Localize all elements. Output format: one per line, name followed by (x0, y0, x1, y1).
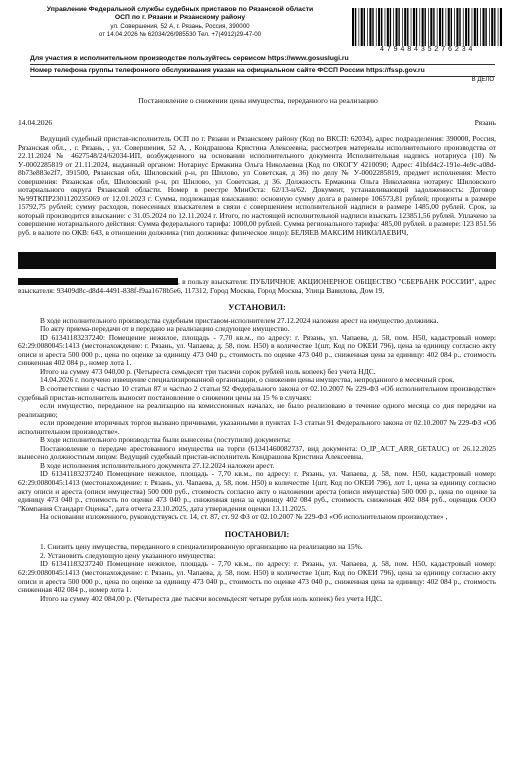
postanovil-heading: ПОСТАНОВИЛ: (224, 529, 290, 539)
creditor-paragraph: , в пользу взыскателя: ПУБЛИЧНОЕ АКЦИОНЕРНОЕ ОБЩЕСТВО "СБЕРБАНК РОССИИ", адрес взыскателя: 93409d8c-d8d4-4491-838f-f9aa1678b5e6, 117312, Город Москва, Город Москва, Улица Вавилова, Дом 19, (18, 277, 496, 295)
paragraph: Постановление о передаче арестованного имущества на торги (61341460082737, вид документа: O_IP_ACT_ARR_GETAUC) от 26.12.2025 вынесено должностным лицом: Ведущий судебный пристав-исполнитель Кондрашова Кристина Алексеевна. (18, 443, 496, 462)
resolution-item: 1. Снизить цену имущества, переданного в специализированную организацию на реализацию на 15%. (40, 542, 363, 552)
gosuslugi-notice: Для участия в исполнительном производстве пользуйтесь сервисом https://www.gosuslugi.ru (30, 55, 349, 62)
header-agency: Управление Федеральной службы судебных приставов по Рязанской области (46, 6, 314, 13)
paragraph: В соответствии с частью 10 статьи 87 и частью 2 статьи 92 Федерального закона от 02.10.2007 № 229-ФЗ «Об исполнительном производстве» судебный пристав-исполнитель выносит постановление о снижении цены на 15 % в случаях: (18, 384, 496, 402)
resolution-item: 2. Установить следующую цену указанного имущества: (40, 550, 216, 560)
lot-description: ID 61341183237240 Помещение нежилое, площадь - 7,70 кв.м., по адресу: г. Рязань, ул. Чапаева, д. 58, пом. Н50, кадастровый номер: 62:29:0080045:1413 (местонахождение: г. Рязань, ул. Чапаева, д. 58, пом. Н50) в количестве 1(шт, Код по ОКЕИ 796), лот 1, цена за единицу согласно акту описи и ареста (описи имущества) 500 000 руб., стоимость согласно акту о наложении ареста (описи имущества) 500 000 р., цена по оценке за единицу 473 040 р., стоимость по оценке 473 040 р., сниженная цена за единицу 402 084 руб., стоимость сниженная 402 084 руб., оценщик ООО "Компания Стандарт Оценка", дата отчета 23.10.2025, дата утверждения оценки 13.11.2025. (18, 469, 496, 513)
lot-description: ID 61341183237240: Помещение нежилое, площадь - 7,70 кв.м., по адресу: г. Рязань, ул. Чапаева, д. 58, пом. Н50, кадастровый номер: 62:29:0080045:1413 (местонахождение: г. Рязань, ул. Чапаева, д. 58, пом. Н50) в количестве 1(шт, Код по ОКЕИ 796), цена за единицу согласно акту описи и ареста 500 000 р., цена по оценке за единицу 473 040 р., стоимость по оценке 473 040 р., сниженная цена за единицу: 402 084 р., стоимость сниженная 402 084 р., номер лота 1. (18, 332, 496, 368)
total-line: Итого на сумму 473 040,00 р. (Четыреста семьдесят три тысячи сорок рублей ноль копеек) без учета НДС. (40, 366, 376, 376)
barcode-number: 47948435276234 (379, 46, 476, 54)
main-section (18, 268, 496, 603)
paragraph: если имущество, переданное на реализацию на комиссионных началах, не было реализовано в течение одного месяца со дня передачи на реализацию; (18, 401, 496, 419)
document-date: 14.04.2026 (18, 118, 53, 127)
v-delo-mark: В ДЕЛО (471, 77, 494, 83)
redacted-inline (18, 278, 178, 285)
paragraph: В ходе исполнительного производства были вынесены (поступили) документы: (40, 435, 291, 445)
ustanovil-heading: УСТАНОВИЛ: (228, 303, 286, 313)
paragraph: В ходе исполнения исполнительного документа 27.12.2024 наложен арест. (40, 460, 275, 470)
document-city: Рязань (474, 118, 496, 127)
paragraph: В ходе исполнительного производства судебным приставом-исполнителем 27.12.2024 наложен арест на имущество должника. (40, 315, 439, 325)
paragraph: если проведение вторичных торгов вызвано причинами, указанными в пунктах 1-3 статьи 91 Федерального закона от 02.10.2007 № 229-ФЗ «Об исполнительном производстве». (18, 418, 496, 436)
paragraph: По акту приема-передачи от в передано на реализацию следующее имущество. (40, 324, 290, 334)
header-ref-phone: от 14.04.2026 № 62034/26/985530 Тел. +7(4912)29-47-00 (98, 30, 262, 38)
phone-notice: Номер телефона группы телефонного обслуживания указан на официальном сайте ФССП России https://fssp.gov.ru (30, 67, 425, 74)
intro-paragraph: Ведущий судебный пристав-исполнитель ОСП по г. Рязани и Рязанскому району (Код по ВКСП: 62034), адрес подразделения: 390000, Россия, Рязанская обл., , г. Рязань, , ул. Совершения, 52 А, , Кондрашова Кристина Алексеевна, рассмотрев материалы исполнительного производства от 22.11.2024 № 4627548/24/62034-ИП, возбужденного на основании исполнительного документа Исполнительная надпись нотариуса (10) № У-0002285819 от 21.11.2024, выданный органом: Нотариус Ермакина Ольга Николаевна (Код по ОКОГУ 4210090; Адрес: 41bfd4c2-191e-4e9c-a08d-8b73e883e2f7, 391500, Рязанская обл, Шиловский р-н, рп Шилово, ул Советская, д 36) по делу № У-0002285819, предмет исполнения: Место совершения: Рязанская обл, Шиловский р-н, рп Шилово, ул Советская, д 36. Должность Ермакина Ольга Николаевна нотариус Шиловского нотариального округа Рязанской области. Номер в реестре МинОста: 62/13-н/62. Документ, устанавливающий задолженность: Договор №99ТКПР2301120235069 от 12.01.2023 г. Сумма, подлежащая взысканию: основную сумму долга в размере 106573,81 рублей; проценты в размере 15792,75 рублей; сумму расходов, понесенных взыскателем в связи с совершением исполнительной надписи в размере 1485,00 рублей. Срок, за который производится взыскание: с 31.05.2024 по 12.11.2024 г. Итого, по настоящей исполнительной надписи взыскать 123851,56 рублей. Уплачено за совершение нотариального действия: Сумма федерального тарифа: 1000,00 рублей. Сумма регионального тарифа: 485,00 рублей. в размере: 123 851.56 руб. в валюте по ОКВ: 643, в отношении должника (тип должника: физическое лицо): БЕЛЯЕВ МАКСИМ НИКОЛАЕВИЧ, (18, 134, 496, 238)
issuer-header (10, 6, 350, 39)
barcode (350, 8, 505, 46)
document-title: Постановление о снижении цены имущества, переданного на реализацию (138, 96, 378, 105)
redacted-block (18, 252, 496, 269)
header-department: ОСП по г. Рязани и Рязанскому району (114, 14, 246, 22)
divider (30, 76, 495, 77)
paragraph: На основании изложенного, руководствуясь ст. 14, ст. 87, ст. 92 ФЗ от 02.10.2007 № 229-ФЗ «Об исполнительном производстве» , (40, 512, 448, 522)
paragraph: 14.04.2026 г. получено извещение специализированной организации, о снижении цены имущества, непроданного в месячный срок. (40, 375, 455, 385)
header-address: ул. Совершения, 52 А, г. Рязань, Россия, 390000 (110, 22, 250, 30)
lot-description: ID 61341183237240 Помещение нежилое, площадь - 7,70 кв.м., по адресу: г. Рязань, ул. Чапаева, д. 58, пом. Н50, кадастровый номер: 62:29:0080045:1413 (местонахождение: г. Рязань, ул. Чапаева, д. 58, пом. Н50) в количестве 1(шт, Код по ОКЕИ 796), цена за единицу согласно акту описи и ареста 500 000 р., цена по оценке за единицу 473 040 р., стоимость по оценке 473 040 р., сниженная цена за единицу: 402 084 р., стоимость сниженная 402 084 р., номер лота 1. (18, 559, 496, 595)
intro-section (18, 135, 496, 238)
divider (30, 64, 495, 65)
total-line: Итого на сумму 402 084,00 р. (Четыреста две тысячи восемьдесят четыре рубля ноль копеек) без учета НДС. (40, 593, 383, 603)
